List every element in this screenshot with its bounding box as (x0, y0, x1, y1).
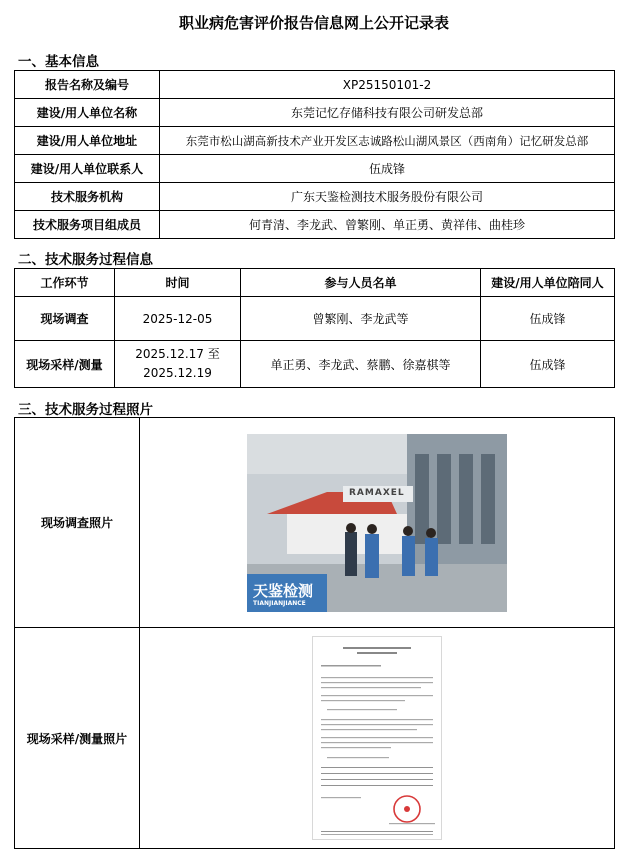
table-row (15, 211, 615, 239)
table-header-row (15, 269, 615, 297)
photo-label: 现场调查照片 (15, 418, 140, 628)
column-header: 参与人员名单 (241, 269, 481, 297)
page-title: 职业病危害评价报告信息网上公开记录表 (178, 14, 449, 32)
photos-table (14, 417, 615, 849)
row-label: 技术服务项目组成员 (15, 211, 160, 239)
section-process-heading: 二、技术服务过程信息 (18, 252, 153, 268)
photo-cell (140, 418, 615, 628)
watermark-logo-en: TIANJIANJIANCE (253, 599, 306, 607)
row-label: 建设/用人单位联系人 (15, 155, 160, 183)
photo-label: 现场采样/测量照片 (15, 628, 140, 849)
row-label: 建设/用人单位名称 (15, 99, 160, 127)
site-survey-photo (247, 434, 507, 612)
members-cell: 曾繁刚、李龙武等 (241, 297, 481, 341)
members-cell: 单正勇、李龙武、蔡鹏、徐嘉棋等 (241, 341, 481, 388)
time-cell: 2025-12-05 (115, 297, 241, 341)
report-number: XP25150101-2 (160, 71, 615, 99)
stage-cell: 现场采样/测量 (15, 341, 115, 388)
table-row (15, 127, 615, 155)
company-name: 东莞记忆存储科技有限公司研发总部 (160, 99, 615, 127)
contact-person: 伍成锋 (160, 155, 615, 183)
table-row (15, 297, 615, 341)
process-info-table (14, 268, 615, 388)
watermark-logo-text: 天鉴检测 (253, 581, 314, 600)
table-row (15, 155, 615, 183)
ramaxel-sign: RAMAXEL (349, 487, 405, 498)
basic-info-table (14, 70, 615, 239)
photo-cell (140, 628, 615, 849)
stage-cell: 现场调查 (15, 297, 115, 341)
table-row (15, 628, 615, 849)
table-row (15, 418, 615, 628)
document-scan-image (313, 637, 441, 839)
section-photos-heading: 三、技术服务过程照片 (18, 402, 153, 418)
table-row (15, 341, 615, 388)
section-basic-info-heading: 一、基本信息 (18, 54, 99, 70)
escort-cell: 伍成锋 (481, 341, 615, 388)
row-label: 报告名称及编号 (15, 71, 160, 99)
table-row (15, 183, 615, 211)
company-address: 东莞市松山湖高新技术产业开发区志诚路松山湖风景区（西南角）记忆研发总部 (160, 127, 615, 155)
column-header: 时间 (115, 269, 241, 297)
table-row (15, 99, 615, 127)
time-cell: 2025.12.17 至 2025.12.19 (115, 341, 241, 388)
column-header: 工作环节 (15, 269, 115, 297)
escort-cell: 伍成锋 (481, 297, 615, 341)
column-header: 建设/用人单位陪同人 (481, 269, 615, 297)
table-row (15, 71, 615, 99)
team-members: 何青清、李龙武、曾繁刚、单正勇、黄祥伟、曲桂珍 (160, 211, 615, 239)
row-label: 技术服务机构 (15, 183, 160, 211)
service-agency: 广东天鉴检测技术服务股份有限公司 (160, 183, 615, 211)
sampling-document-photo (312, 636, 442, 840)
row-label: 建设/用人单位地址 (15, 127, 160, 155)
